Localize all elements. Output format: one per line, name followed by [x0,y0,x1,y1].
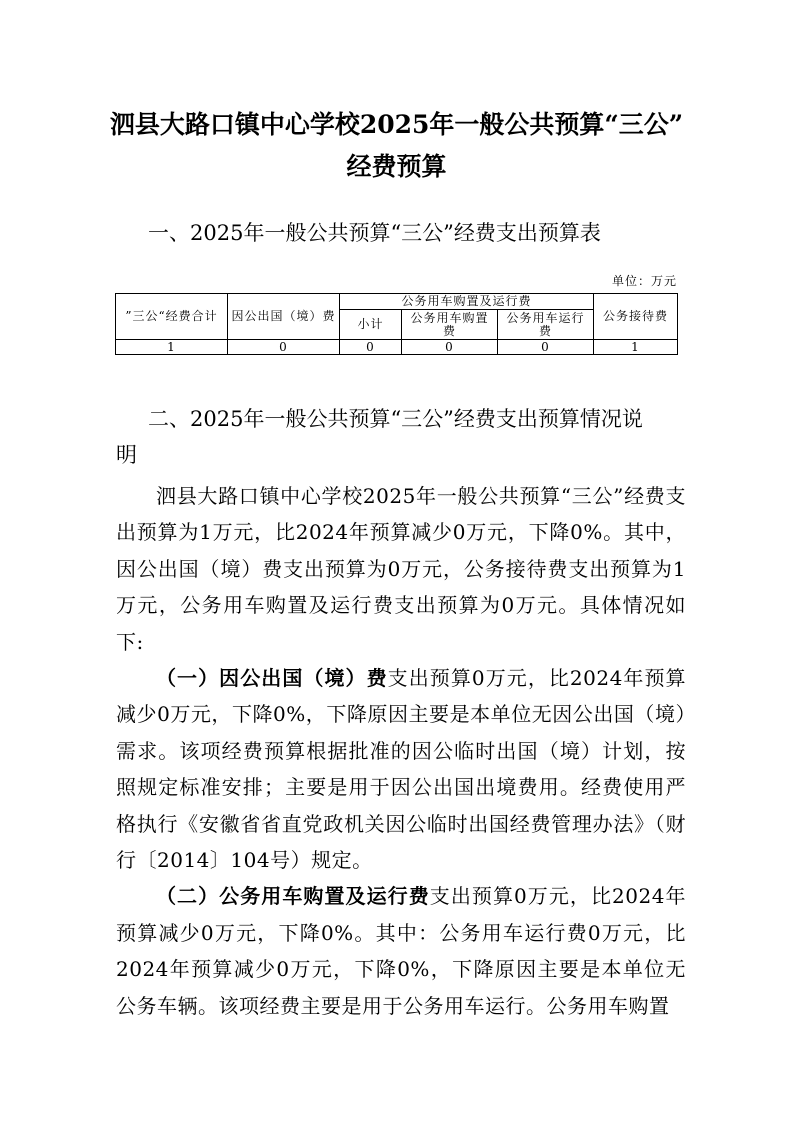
cell-abroad: 0 [228,340,340,355]
header-purchase: 公务用车购置费 [402,310,498,340]
cell-operation: 0 [498,340,594,355]
cell-reception: 1 [594,340,678,355]
cell-subtotal: 0 [340,340,402,355]
section-2-heading-line-2: 明 [116,443,137,467]
item-1-paragraph [116,660,686,878]
item-1-text: 支出预算0万元，比2024年预算减少0万元，下降0%，下降原因主要是本单位无因公出国（境）需求。该项经费预算根据批准的因公临时出国（境）计划，按照规定标准安排；主要是用于因公出国出境费用。经费使用严格执行《安徽省省直党政机关因公临时出国经费管理办法》（财行〔2014〕104号）规定。 [116,666,687,873]
header-total: ”三公“经费合计 [116,294,228,340]
budget-table [115,293,678,355]
header-reception: 公务接待费 [594,294,678,340]
item-2-text: 支出预算0万元，比2024年预算减少0万元，下降0%。其中：公务用车运行费0万元，比2024年预算减少0万元，下降0%，下降原因主要是本单位无公务车辆。该项经费主要是用于公务用车运行。公务用车购置 [116,884,687,1018]
item-1-title: （一）因公出国（境）费 [156,666,388,691]
header-operation: 公务用车运行费 [498,310,594,340]
section-1-heading: 一、2025年一般公共预算“三公”经费支出预算表 [148,221,601,245]
header-vehicle-group: 公务用车购置及运行费 [340,294,594,310]
section-2-body [116,478,686,1024]
cell-purchase: 0 [402,340,498,355]
item-2-title: （二）公务用车购置及运行费 [156,884,430,909]
header-abroad: 因公出国（境）费 [228,294,340,340]
item-2-paragraph [116,878,686,1024]
cell-total: 1 [116,340,228,355]
header-subtotal: 小计 [340,310,402,340]
document-title-line-1: 泗县大路口镇中心学校2025年一般公共预算“三公” [109,110,684,139]
unit-label: 单位：万元 [611,274,677,288]
section-2-heading-line-1: 二、2025年一般公共预算“三公”经费支出预算情况说 [148,407,643,431]
intro-paragraph: 泗县大路口镇中心学校2025年一般公共预算“三公”经费支出预算为1万元，比2024年预算减少0万元，下降0%。其中，因公出国（境）费支出预算为0万元，公务接待费支出预算为1万元，公务用车购置及运行费支出预算为0万元。具体情况如下: [116,484,686,654]
document-title-line-2: 经费预算 [346,152,447,181]
